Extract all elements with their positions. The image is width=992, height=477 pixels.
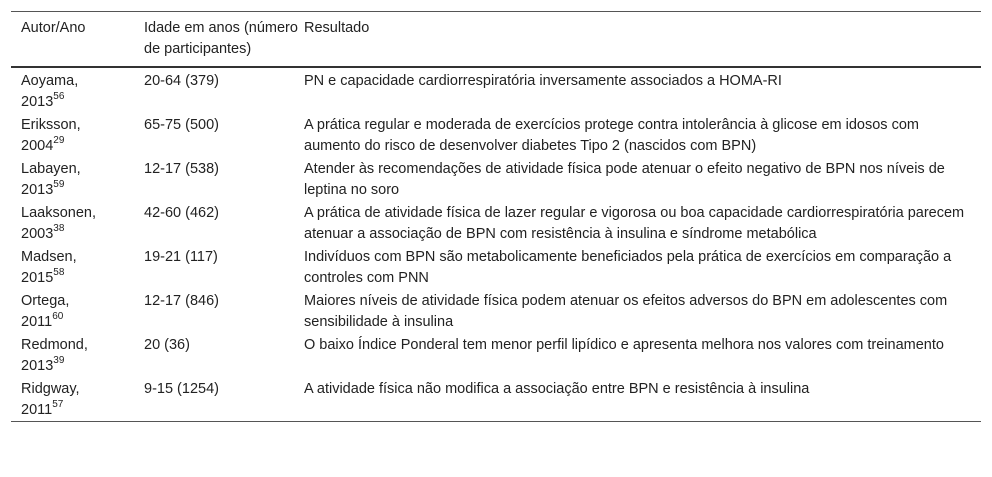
header-author: Autor/Ano [21,20,86,36]
author-year: 2003 [21,225,54,242]
reference-number: 38 [53,222,65,234]
cell-author [11,333,144,377]
table-row [11,333,981,377]
table-row [11,67,981,113]
author-year: 2015 [21,269,54,286]
cell-result: Maiores níveis de atividade física podem atenuar os efeitos adversos do BPN em adolescentes com sensibilidade à insulina [304,293,948,330]
cell-age: 12-17 (538) [144,161,219,177]
cell-age: 19-21 (117) [144,249,218,265]
cell-author [11,157,144,201]
table-row [11,289,981,333]
cell-age: 20-64 (379) [144,73,219,89]
author-name: Eriksson, [21,117,81,133]
cell-author [11,201,144,245]
author-name: Redmond, [21,337,88,353]
table-header [11,12,981,68]
table-row [11,245,981,289]
cell-age: 12-17 (846) [144,293,219,309]
header-row [11,12,981,68]
author-name: Labayen, [21,161,81,177]
reference-number: 56 [53,90,65,102]
header-result: Resultado [304,20,370,36]
cell-age: 20 (36) [144,337,190,353]
cell-result: Indivíduos com BPN são metabolicamente beneficiados pela prática de exercícios em comparação a controles com PNN [304,249,952,286]
author-name: Ridgway, [21,381,80,397]
table-body [11,67,981,422]
cell-result: O baixo Índice Ponderal tem menor perfil lipídico e apresenta melhora nos valores com treinamento [304,337,944,353]
author-name: Laaksonen, [21,205,96,221]
results-table [11,11,981,422]
author-year: 2013 [21,181,54,198]
author-name: Madsen, [21,249,77,265]
cell-author [11,67,144,113]
author-year: 2011 [21,313,53,330]
reference-number: 39 [53,354,65,366]
table-row [11,157,981,201]
author-year: 2011 [21,401,53,418]
cell-result: A atividade física não modifica a associação entre BPN e resistência à insulina [304,381,810,397]
cell-author [11,377,144,422]
author-name: Ortega, [21,293,70,309]
reference-number: 57 [52,398,64,410]
table-row [11,113,981,157]
table-row [11,201,981,245]
cell-result: A prática regular e moderada de exercícios protege contra intolerância à glicose em idosos com aumento do risco de desenvolver diabetes Tipo 2 (nascidos com BPN) [304,117,919,154]
author-year: 2004 [21,137,54,154]
table-row [11,377,981,422]
cell-result: PN e capacidade cardiorrespiratória inversamente associados a HOMA-RI [304,73,782,89]
reference-number: 29 [53,134,65,146]
cell-age: 65-75 (500) [144,117,219,133]
cell-result: A prática de atividade física de lazer regular e vigorosa ou boa capacidade cardiorrespiratória parecem atenuar a associação de BPN com resistência à insulina e síndrome metabólica [304,205,965,242]
cell-author [11,289,144,333]
cell-age: 42-60 (462) [144,205,219,221]
author-year: 2013 [21,93,54,110]
author-name: Aoyama, [21,73,79,89]
header-age: Idade em anos (número de participantes) [144,20,298,57]
cell-result: Atender às recomendações de atividade física pode atenuar o efeito negativo de BPN nos níveis de leptina no soro [304,161,945,198]
author-year: 2013 [21,357,54,374]
cell-author [11,245,144,289]
cell-author [11,113,144,157]
reference-number: 60 [52,310,64,322]
reference-number: 58 [53,266,65,278]
cell-age: 9-15 (1254) [144,381,219,397]
reference-number: 59 [53,178,65,190]
